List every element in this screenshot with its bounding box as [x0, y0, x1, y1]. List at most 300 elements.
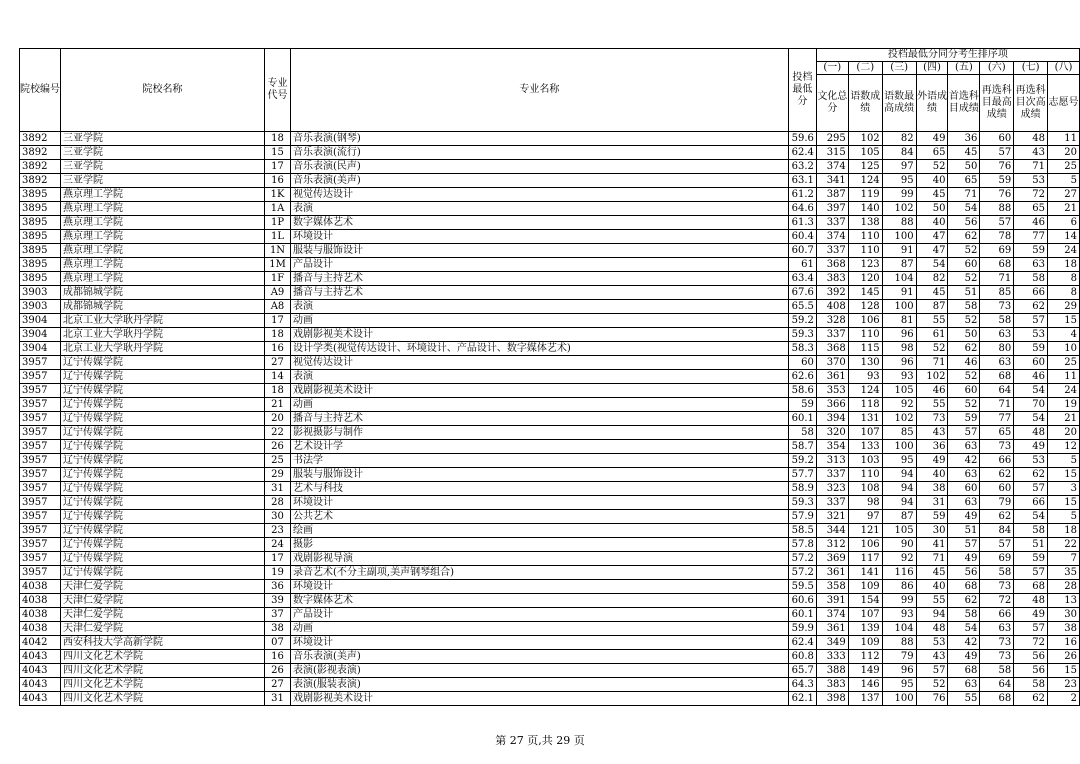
table-row: [20, 468, 1080, 482]
cell-first-subject: 49: [948, 552, 980, 566]
cell-school-name: 辽宁传媒学院: [61, 566, 265, 580]
cell-second-subject-max: 73: [980, 300, 1014, 314]
cell-foreign-lang: 52: [916, 678, 948, 692]
table-row: [20, 552, 1080, 566]
cell-major-code: 37: [265, 608, 291, 622]
cell-choice-number: 15: [1048, 468, 1080, 482]
cell-first-subject: 59: [948, 412, 980, 426]
cell-first-subject: 45: [948, 146, 980, 160]
cell-chinese-math: 145: [848, 286, 882, 300]
cell-total-score: 361: [816, 370, 848, 384]
cell-choice-number: 23: [1048, 678, 1080, 692]
cell-second-subject-max: 58: [980, 566, 1014, 580]
cell-school-name: 北京工业大学耿丹学院: [61, 328, 265, 342]
cell-choice-number: 8: [1048, 272, 1080, 286]
cell-chinese-math: 102: [848, 132, 882, 146]
header-sub-label: 语数成绩: [848, 75, 882, 132]
cell-major-code: 26: [265, 440, 291, 454]
cell-school-code: 3892: [20, 146, 61, 160]
table-row: [20, 160, 1080, 174]
cell-second-subject-next: 48: [1014, 426, 1048, 440]
cell-school-name: 辽宁传媒学院: [61, 412, 265, 426]
cell-major-name: 视觉传达设计: [290, 188, 788, 202]
cell-total-score: 321: [816, 510, 848, 524]
cell-major-name: 动画: [290, 398, 788, 412]
cell-chinese-math: 107: [848, 426, 882, 440]
cell-major-code: 1N: [265, 244, 291, 258]
cell-foreign-lang: 36: [916, 440, 948, 454]
table-row: [20, 328, 1080, 342]
cell-total-score: 391: [816, 594, 848, 608]
cell-first-subject: 51: [948, 524, 980, 538]
table-row: [20, 132, 1080, 146]
cell-foreign-lang: 31: [916, 496, 948, 510]
cell-school-name: 辽宁传媒学院: [61, 482, 265, 496]
cell-second-subject-max: 57: [980, 146, 1014, 160]
table-row: [20, 566, 1080, 580]
cell-second-subject-next: 43: [1014, 146, 1048, 160]
cell-first-subject: 52: [948, 314, 980, 328]
cell-chinese-math-max: 82: [882, 132, 916, 146]
cell-school-code: 3903: [20, 300, 61, 314]
cell-first-subject: 52: [948, 370, 980, 384]
cell-total-score: 374: [816, 160, 848, 174]
cell-major-name: 音乐表演(美声): [290, 174, 788, 188]
cell-major-code: 39: [265, 594, 291, 608]
cell-major-name: 表演: [290, 300, 788, 314]
table-row: [20, 370, 1080, 384]
cell-second-subject-next: 60: [1014, 356, 1048, 370]
cell-school-code: 3895: [20, 188, 61, 202]
cell-chinese-math-max: 100: [882, 692, 916, 706]
cell-major-code: 07: [265, 636, 291, 650]
cell-chinese-math-max: 92: [882, 552, 916, 566]
cell-major-name: 艺术与科技: [290, 482, 788, 496]
cell-chinese-math-max: 102: [882, 202, 916, 216]
cell-min-score: 60.4: [788, 230, 816, 244]
cell-second-subject-next: 54: [1014, 412, 1048, 426]
cell-foreign-lang: 82: [916, 272, 948, 286]
cell-choice-number: 5: [1048, 174, 1080, 188]
table-row: [20, 496, 1080, 510]
cell-second-subject-next: 57: [1014, 482, 1048, 496]
cell-second-subject-max: 76: [980, 160, 1014, 174]
cell-major-code: 17: [265, 552, 291, 566]
cell-min-score: 59.2: [788, 454, 816, 468]
cell-min-score: 57.9: [788, 510, 816, 524]
cell-chinese-math: 128: [848, 300, 882, 314]
cell-total-score: 313: [816, 454, 848, 468]
table-row: [20, 356, 1080, 370]
cell-school-code: 3957: [20, 426, 61, 440]
cell-chinese-math: 154: [848, 594, 882, 608]
cell-school-code: 3957: [20, 384, 61, 398]
page-footer: 第 27 页,共 29 页: [495, 734, 585, 747]
cell-choice-number: 38: [1048, 622, 1080, 636]
cell-chinese-math: 149: [848, 664, 882, 678]
cell-choice-number: 2: [1048, 692, 1080, 706]
cell-school-name: 北京工业大学耿丹学院: [61, 342, 265, 356]
cell-major-code: 18: [265, 132, 291, 146]
cell-min-score: 61.2: [788, 188, 816, 202]
cell-second-subject-max: 80: [980, 342, 1014, 356]
cell-chinese-math: 93: [848, 370, 882, 384]
cell-major-name: 视觉传达设计: [290, 356, 788, 370]
cell-total-score: 361: [816, 566, 848, 580]
table-row: [20, 188, 1080, 202]
cell-second-subject-max: 66: [980, 454, 1014, 468]
cell-total-score: 383: [816, 272, 848, 286]
cell-school-name: 辽宁传媒学院: [61, 454, 265, 468]
cell-first-subject: 55: [948, 692, 980, 706]
cell-chinese-math: 105: [848, 146, 882, 160]
cell-choice-number: 25: [1048, 160, 1080, 174]
cell-total-score: 397: [816, 202, 848, 216]
cell-chinese-math-max: 93: [882, 608, 916, 622]
cell-school-code: 3903: [20, 286, 61, 300]
cell-school-name: 辽宁传媒学院: [61, 426, 265, 440]
cell-choice-number: 27: [1048, 188, 1080, 202]
cell-total-score: 337: [816, 244, 848, 258]
cell-chinese-math: 117: [848, 552, 882, 566]
cell-second-subject-next: 48: [1014, 132, 1048, 146]
cell-school-code: 4042: [20, 636, 61, 650]
cell-school-name: 燕京理工学院: [61, 272, 265, 286]
cell-second-subject-max: 73: [980, 650, 1014, 664]
cell-first-subject: 62: [948, 594, 980, 608]
header-sub-index: (一): [816, 62, 848, 75]
cell-first-subject: 46: [948, 356, 980, 370]
cell-choice-number: 15: [1048, 496, 1080, 510]
cell-foreign-lang: 61: [916, 328, 948, 342]
cell-school-name: 燕京理工学院: [61, 188, 265, 202]
cell-min-score: 63.2: [788, 160, 816, 174]
cell-second-subject-max: 69: [980, 244, 1014, 258]
cell-second-subject-max: 68: [980, 692, 1014, 706]
cell-choice-number: 15: [1048, 314, 1080, 328]
cell-chinese-math: 131: [848, 412, 882, 426]
cell-second-subject-next: 65: [1014, 202, 1048, 216]
cell-major-code: A9: [265, 286, 291, 300]
cell-major-code: 1P: [265, 216, 291, 230]
cell-first-subject: 60: [948, 384, 980, 398]
cell-chinese-math: 141: [848, 566, 882, 580]
cell-second-subject-max: 63: [980, 328, 1014, 342]
cell-major-name: 表演: [290, 370, 788, 384]
cell-chinese-math: 109: [848, 636, 882, 650]
cell-school-name: 燕京理工学院: [61, 216, 265, 230]
cell-major-name: 服装与服饰设计: [290, 244, 788, 258]
table-row: [20, 384, 1080, 398]
cell-chinese-math: 98: [848, 496, 882, 510]
cell-second-subject-next: 58: [1014, 272, 1048, 286]
header-sub-label: 首选科目成绩: [948, 75, 980, 132]
cell-total-score: 323: [816, 482, 848, 496]
cell-major-name: 产品设计: [290, 608, 788, 622]
table-row: [20, 580, 1080, 594]
cell-school-code: 3895: [20, 244, 61, 258]
cell-school-code: 3892: [20, 132, 61, 146]
cell-foreign-lang: 43: [916, 426, 948, 440]
cell-school-code: 4043: [20, 692, 61, 706]
cell-school-code: 3957: [20, 566, 61, 580]
cell-school-name: 四川文化艺术学院: [61, 650, 265, 664]
cell-major-name: 播音与主持艺术: [290, 272, 788, 286]
header-sub-index: (七): [1014, 62, 1048, 75]
cell-second-subject-next: 54: [1014, 510, 1048, 524]
cell-major-name: 戏剧影视美术设计: [290, 692, 788, 706]
cell-major-name: 录音艺术(不分主副项,美声钢琴组合): [290, 566, 788, 580]
cell-school-code: 3904: [20, 328, 61, 342]
cell-second-subject-max: 69: [980, 552, 1014, 566]
cell-min-score: 63.1: [788, 174, 816, 188]
header-sub-index: (六): [980, 62, 1014, 75]
cell-school-name: 燕京理工学院: [61, 230, 265, 244]
cell-choice-number: 13: [1048, 594, 1080, 608]
cell-second-subject-next: 66: [1014, 286, 1048, 300]
cell-total-score: 353: [816, 384, 848, 398]
cell-first-subject: 63: [948, 496, 980, 510]
header-major-code: 专业代号: [265, 49, 291, 132]
cell-school-code: 3957: [20, 370, 61, 384]
cell-second-subject-next: 57: [1014, 314, 1048, 328]
cell-first-subject: 62: [948, 230, 980, 244]
cell-total-score: 337: [816, 468, 848, 482]
cell-chinese-math-max: 86: [882, 580, 916, 594]
cell-school-code: 3957: [20, 538, 61, 552]
cell-chinese-math: 112: [848, 650, 882, 664]
cell-chinese-math-max: 95: [882, 174, 916, 188]
cell-first-subject: 71: [948, 188, 980, 202]
cell-first-subject: 63: [948, 440, 980, 454]
cell-min-score: 64.6: [788, 202, 816, 216]
cell-major-name: 戏剧影视美术设计: [290, 328, 788, 342]
cell-first-subject: 58: [948, 608, 980, 622]
cell-school-name: 辽宁传媒学院: [61, 468, 265, 482]
cell-first-subject: 63: [948, 678, 980, 692]
cell-second-subject-next: 59: [1014, 244, 1048, 258]
cell-second-subject-max: 73: [980, 440, 1014, 454]
cell-major-code: 19: [265, 566, 291, 580]
cell-foreign-lang: 45: [916, 188, 948, 202]
cell-school-name: 燕京理工学院: [61, 202, 265, 216]
cell-school-code: 3957: [20, 454, 61, 468]
cell-min-score: 59.6: [788, 132, 816, 146]
cell-choice-number: 20: [1048, 426, 1080, 440]
cell-major-code: 14: [265, 370, 291, 384]
cell-major-name: 音乐表演(美声): [290, 650, 788, 664]
cell-major-name: 书法学: [290, 454, 788, 468]
cell-second-subject-max: 58: [980, 664, 1014, 678]
cell-total-score: 361: [816, 622, 848, 636]
cell-first-subject: 52: [948, 244, 980, 258]
cell-school-code: 3895: [20, 202, 61, 216]
cell-choice-number: 35: [1048, 566, 1080, 580]
table-row: [20, 426, 1080, 440]
cell-choice-number: 25: [1048, 356, 1080, 370]
cell-second-subject-next: 70: [1014, 398, 1048, 412]
cell-min-score: 59.9: [788, 622, 816, 636]
header-tie-group: 投档最低分同分考生排序项: [816, 49, 1079, 62]
cell-foreign-lang: 52: [916, 160, 948, 174]
cell-major-code: 15: [265, 146, 291, 160]
cell-first-subject: 50: [948, 328, 980, 342]
cell-school-name: 辽宁传媒学院: [61, 356, 265, 370]
cell-chinese-math: 140: [848, 202, 882, 216]
cell-total-score: 341: [816, 174, 848, 188]
cell-first-subject: 54: [948, 622, 980, 636]
cell-major-name: 戏剧影视美术设计: [290, 384, 788, 398]
cell-major-name: 数字媒体艺术: [290, 594, 788, 608]
cell-first-subject: 52: [948, 398, 980, 412]
cell-min-score: 60.7: [788, 244, 816, 258]
cell-foreign-lang: 55: [916, 398, 948, 412]
cell-choice-number: 29: [1048, 300, 1080, 314]
cell-major-name: 设计学类(视觉传达设计、环境设计、产品设计、数字媒体艺术): [290, 342, 788, 356]
cell-major-name: 环境设计: [290, 230, 788, 244]
cell-foreign-lang: 94: [916, 608, 948, 622]
header-sub-label: 再选科目最高成绩: [980, 75, 1014, 132]
cell-min-score: 65.7: [788, 664, 816, 678]
cell-major-code: 27: [265, 356, 291, 370]
cell-chinese-math: 110: [848, 328, 882, 342]
header-sub-index: (八): [1048, 62, 1080, 75]
cell-school-name: 四川文化艺术学院: [61, 692, 265, 706]
cell-major-name: 服装与服饰设计: [290, 468, 788, 482]
cell-chinese-math: 118: [848, 398, 882, 412]
cell-min-score: 61: [788, 258, 816, 272]
cell-min-score: 62.4: [788, 146, 816, 160]
cell-second-subject-max: 85: [980, 286, 1014, 300]
cell-major-code: 18: [265, 328, 291, 342]
cell-school-name: 辽宁传媒学院: [61, 398, 265, 412]
cell-chinese-math-max: 93: [882, 370, 916, 384]
cell-chinese-math: 123: [848, 258, 882, 272]
cell-major-code: 1A: [265, 202, 291, 216]
cell-second-subject-next: 48: [1014, 594, 1048, 608]
cell-major-code: 36: [265, 580, 291, 594]
cell-chinese-math: 133: [848, 440, 882, 454]
cell-chinese-math: 97: [848, 510, 882, 524]
cell-chinese-math-max: 91: [882, 244, 916, 258]
cell-major-code: 20: [265, 412, 291, 426]
cell-second-subject-max: 63: [980, 622, 1014, 636]
cell-chinese-math-max: 88: [882, 636, 916, 650]
cell-school-name: 成都锦城学院: [61, 300, 265, 314]
cell-major-name: 数字媒体艺术: [290, 216, 788, 230]
cell-choice-number: 5: [1048, 454, 1080, 468]
cell-choice-number: 5: [1048, 510, 1080, 524]
cell-first-subject: 58: [948, 300, 980, 314]
table-row: [20, 678, 1080, 692]
cell-min-score: 57.2: [788, 552, 816, 566]
cell-first-subject: 52: [948, 272, 980, 286]
cell-total-score: 408: [816, 300, 848, 314]
cell-major-name: 音乐表演(民声): [290, 160, 788, 174]
cell-first-subject: 50: [948, 160, 980, 174]
cell-chinese-math-max: 97: [882, 160, 916, 174]
cell-first-subject: 57: [948, 426, 980, 440]
cell-second-subject-max: 60: [980, 132, 1014, 146]
cell-chinese-math-max: 99: [882, 594, 916, 608]
cell-first-subject: 49: [948, 510, 980, 524]
cell-second-subject-next: 53: [1014, 174, 1048, 188]
cell-second-subject-next: 46: [1014, 370, 1048, 384]
cell-school-name: 辽宁传媒学院: [61, 384, 265, 398]
cell-chinese-math-max: 95: [882, 454, 916, 468]
cell-chinese-math-max: 85: [882, 426, 916, 440]
cell-total-score: 315: [816, 146, 848, 160]
cell-choice-number: 20: [1048, 146, 1080, 160]
cell-min-score: 60.8: [788, 650, 816, 664]
cell-min-score: 57.2: [788, 566, 816, 580]
cell-major-code: 21: [265, 398, 291, 412]
cell-second-subject-next: 72: [1014, 188, 1048, 202]
cell-foreign-lang: 52: [916, 342, 948, 356]
cell-school-code: 3895: [20, 272, 61, 286]
cell-chinese-math-max: 99: [882, 188, 916, 202]
cell-school-name: 三亚学院: [61, 146, 265, 160]
cell-chinese-math-max: 116: [882, 566, 916, 580]
cell-min-score: 62.6: [788, 370, 816, 384]
cell-school-code: 3957: [20, 398, 61, 412]
cell-major-name: 影视摄影与制作: [290, 426, 788, 440]
cell-school-name: 天津仁爱学院: [61, 608, 265, 622]
cell-school-name: 辽宁传媒学院: [61, 510, 265, 524]
cell-chinese-math-max: 100: [882, 230, 916, 244]
cell-major-name: 音乐表演(流行): [290, 146, 788, 160]
table-row: [20, 664, 1080, 678]
cell-total-score: 337: [816, 496, 848, 510]
cell-second-subject-next: 53: [1014, 454, 1048, 468]
cell-total-score: 369: [816, 552, 848, 566]
cell-chinese-math-max: 105: [882, 524, 916, 538]
cell-min-score: 62.1: [788, 692, 816, 706]
cell-school-name: 三亚学院: [61, 132, 265, 146]
cell-major-name: 音乐表演(钢琴): [290, 132, 788, 146]
cell-school-name: 四川文化艺术学院: [61, 664, 265, 678]
cell-choice-number: 30: [1048, 608, 1080, 622]
cell-foreign-lang: 48: [916, 622, 948, 636]
cell-choice-number: 22: [1048, 538, 1080, 552]
cell-second-subject-next: 72: [1014, 636, 1048, 650]
cell-major-name: 戏剧影视导演: [290, 552, 788, 566]
cell-min-score: 58.3: [788, 342, 816, 356]
cell-second-subject-next: 71: [1014, 160, 1048, 174]
table-row: [20, 216, 1080, 230]
cell-chinese-math: 137: [848, 692, 882, 706]
table-row: [20, 650, 1080, 664]
cell-total-score: 333: [816, 650, 848, 664]
cell-choice-number: 3: [1048, 482, 1080, 496]
cell-choice-number: 4: [1048, 328, 1080, 342]
cell-chinese-math-max: 102: [882, 412, 916, 426]
cell-major-code: 16: [265, 342, 291, 356]
cell-chinese-math-max: 95: [882, 678, 916, 692]
cell-min-score: 57.7: [788, 468, 816, 482]
cell-total-score: 295: [816, 132, 848, 146]
cell-major-code: 38: [265, 622, 291, 636]
cell-first-subject: 56: [948, 216, 980, 230]
cell-foreign-lang: 40: [916, 580, 948, 594]
cell-chinese-math-max: 98: [882, 342, 916, 356]
cell-min-score: 58.6: [788, 384, 816, 398]
cell-total-score: 366: [816, 398, 848, 412]
header-sub-label: 语数最高成绩: [882, 75, 916, 132]
cell-choice-number: 6: [1048, 216, 1080, 230]
cell-chinese-math-max: 104: [882, 272, 916, 286]
cell-second-subject-max: 65: [980, 426, 1014, 440]
